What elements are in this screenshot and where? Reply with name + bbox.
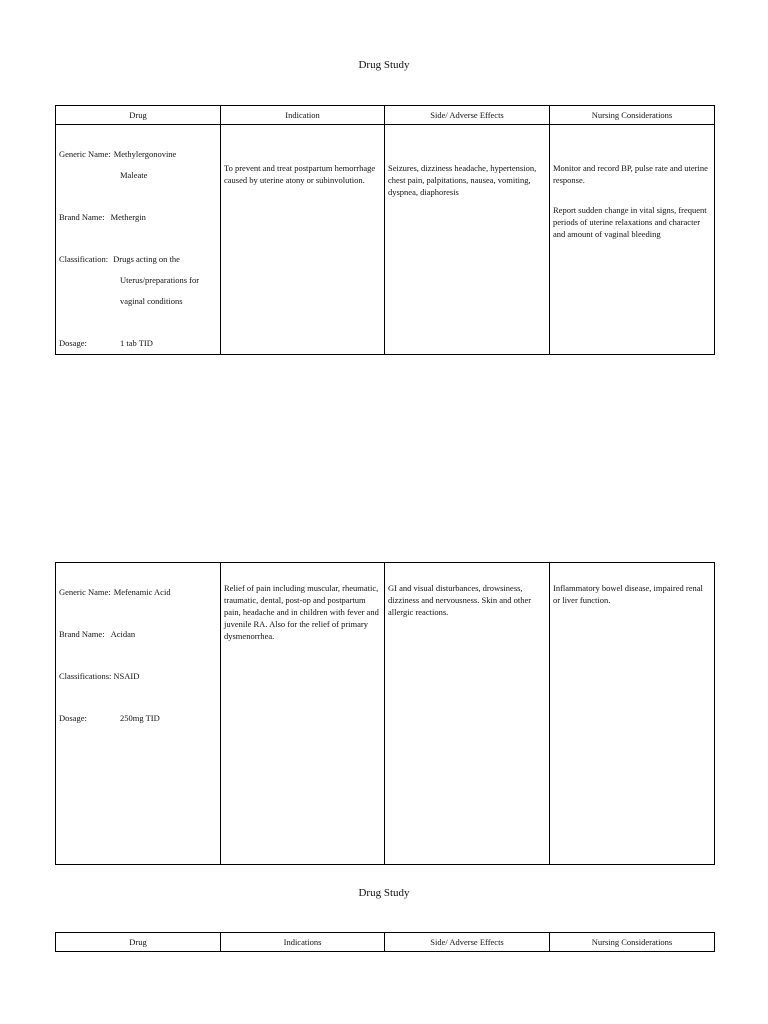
header-nursing: Nursing Considerations — [550, 106, 715, 125]
brand-name-label: Brand Name: — [59, 629, 105, 639]
classification-label: Classification: — [59, 254, 109, 264]
indication-text: To prevent and treat postpartum hemorrhage caused by uterine atony or subinvolution. — [224, 163, 376, 185]
header-side-effects: Side/ Adverse Effects — [385, 106, 550, 125]
classification-value: NSAID — [113, 671, 140, 681]
indication-text: Relief of pain including muscular, rheumatic, traumatic, dental, post-op and postpartum pain, headache and in children with fever and juvenile RA. Also for the relief of primary dysmenorrhea. — [224, 583, 379, 641]
drug-cell — [56, 125, 221, 355]
page-title-1: Drug Study — [358, 59, 410, 71]
generic-name-label: Generic Name: — [59, 587, 111, 597]
dosage-label: Dosage: — [59, 338, 87, 348]
classification-value-cont: vaginal conditions — [120, 296, 183, 306]
generic-name-value-cont: Maleate — [120, 170, 148, 180]
generic-name-value: Methylergonovine — [113, 149, 177, 159]
nursing-cell — [550, 125, 715, 355]
side-effects-text: GI and visual disturbances, drowsiness, dizziness and nervousness. Skin and other allergic reactions. — [388, 583, 532, 617]
dosage-label: Dosage: — [59, 713, 87, 723]
table-row — [56, 125, 715, 355]
page-title-3: Drug Study — [358, 887, 410, 899]
header-indication: Indication — [221, 106, 385, 125]
nursing-text-2: Report sudden change in vital signs, frequent periods of uterine relaxations and character and amount of vaginal bleeding — [553, 205, 707, 239]
header-nursing: Nursing Considerations — [550, 933, 715, 952]
indication-cell — [221, 125, 385, 355]
header-side-effects: Side/ Adverse Effects — [385, 933, 550, 952]
drug-study-table-2 — [55, 562, 715, 865]
brand-name-value: Acidan — [110, 629, 136, 639]
classification-value-cont: Uterus/preparations for — [120, 275, 200, 285]
header-drug: Drug — [56, 933, 221, 952]
drug-cell — [56, 563, 221, 865]
nursing-text-1: Monitor and record BP, pulse rate and uterine response. — [553, 163, 708, 185]
header-indications: Indications — [221, 933, 385, 952]
generic-name-value: Mefenamic Acid — [113, 587, 171, 597]
table-header-row — [56, 933, 715, 952]
brand-name-value: Methergin — [110, 212, 146, 222]
header-drug: Drug — [56, 106, 221, 125]
dosage-value: 1 tab TID — [120, 338, 153, 348]
classification-value: Drugs acting on the — [113, 254, 180, 264]
nursing-cell — [550, 563, 715, 865]
dosage-value: 250mg TID — [120, 713, 160, 723]
drug-study-table-1 — [55, 105, 715, 355]
table-row — [56, 563, 715, 865]
indication-cell — [221, 563, 385, 865]
side-effects-cell — [385, 125, 550, 355]
side-effects-cell — [385, 563, 550, 865]
side-effects-text: Seizures, dizziness headache, hypertension, chest pain, palpitations, nausea, vomiting, dyspnea, diaphoresis — [388, 163, 537, 197]
table-header-row — [56, 106, 715, 125]
nursing-text: Inflammatory bowel disease, impaired renal or liver function. — [553, 583, 703, 605]
brand-name-label: Brand Name: — [59, 212, 105, 222]
generic-name-label: Generic Name: — [59, 149, 111, 159]
drug-study-table-3 — [55, 932, 715, 952]
classification-label: Classifications: — [59, 671, 112, 681]
